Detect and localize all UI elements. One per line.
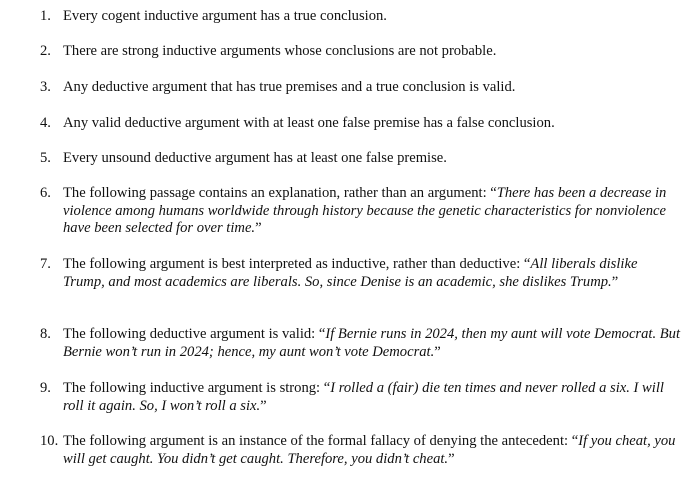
statement-item-7 bbox=[40, 256, 680, 291]
item-lead: The following argument is best interpreted as inductive, rather than deductive: “ bbox=[63, 256, 531, 272]
item-close: ” bbox=[255, 220, 262, 236]
item-number: 3. bbox=[40, 79, 51, 95]
item-close: ” bbox=[611, 273, 619, 290]
item-number: 1. bbox=[40, 8, 51, 24]
item-lead: Every unsound deductive argument has at least one false premise. bbox=[63, 150, 447, 166]
item-lead: The following passage contains an explanation, rather than an argument: “ bbox=[63, 185, 497, 201]
item-number: 6. bbox=[40, 185, 51, 201]
item-text bbox=[63, 43, 680, 61]
statement-item-4 bbox=[40, 115, 680, 133]
item-number: 10. bbox=[40, 433, 59, 449]
item-text bbox=[63, 326, 680, 361]
item-quote: There has been a decrease in violence among humans worldwide through history because the genetic characteristics for nonviolence have been selected for over time. bbox=[63, 185, 667, 236]
item-lead: The following inductive argument is strong: “ bbox=[63, 380, 331, 396]
item-lead: The following argument is an instance of the formal fallacy of denying the antecedent: “ bbox=[63, 433, 579, 449]
item-number: 4. bbox=[40, 115, 51, 131]
item-close: ” bbox=[260, 397, 267, 414]
item-number: 8. bbox=[40, 326, 51, 342]
item-lead: Any valid deductive argument with at least one false premise has a false conclusion. bbox=[63, 115, 555, 131]
item-quote: If you cheat, you will get caught. You didn’t get caught. Therefore, you didn’t cheat. bbox=[63, 433, 676, 467]
statement-item-9 bbox=[40, 380, 680, 415]
item-number: 5. bbox=[40, 150, 51, 166]
item-close: ” bbox=[434, 343, 441, 360]
item-text bbox=[63, 380, 680, 415]
item-number: 2. bbox=[40, 43, 51, 59]
item-text bbox=[63, 115, 680, 133]
item-close: ” bbox=[448, 450, 455, 467]
statement-item-2 bbox=[40, 43, 680, 61]
statement-item-1 bbox=[40, 8, 680, 26]
item-number: 7. bbox=[40, 256, 51, 272]
item-text bbox=[63, 150, 680, 168]
item-lead: Any deductive argument that has true premises and a true conclusion is valid. bbox=[63, 79, 516, 95]
item-quote: All liberals dislike Trump, and most academics are liberals. So, since Denise is an academic, she dislikes Trump. bbox=[63, 256, 638, 290]
item-quote: If Bernie runs in 2024, then my aunt will vote Democrat. But Bernie won’t run in 2024; hence, my aunt won’t vote Democrat. bbox=[63, 326, 681, 360]
item-text bbox=[63, 185, 680, 238]
statement-item-3 bbox=[40, 79, 680, 97]
item-lead: The following deductive argument is valid: “ bbox=[63, 326, 326, 342]
statement-item-5 bbox=[40, 150, 680, 168]
item-lead: There are strong inductive arguments whose conclusions are not probable. bbox=[63, 43, 497, 59]
statement-item-10 bbox=[40, 433, 680, 468]
statement-item-8 bbox=[40, 326, 680, 361]
statement-item-6 bbox=[40, 185, 680, 238]
item-text bbox=[63, 8, 680, 26]
item-text bbox=[63, 79, 680, 97]
item-lead: Every cogent inductive argument has a true conclusion. bbox=[63, 8, 387, 24]
item-number: 9. bbox=[40, 380, 51, 396]
item-text bbox=[63, 433, 680, 468]
item-quote: I rolled a (fair) die ten times and never rolled a six. I will roll it again. So, I won’t roll a six. bbox=[63, 380, 664, 414]
item-text bbox=[63, 256, 680, 291]
